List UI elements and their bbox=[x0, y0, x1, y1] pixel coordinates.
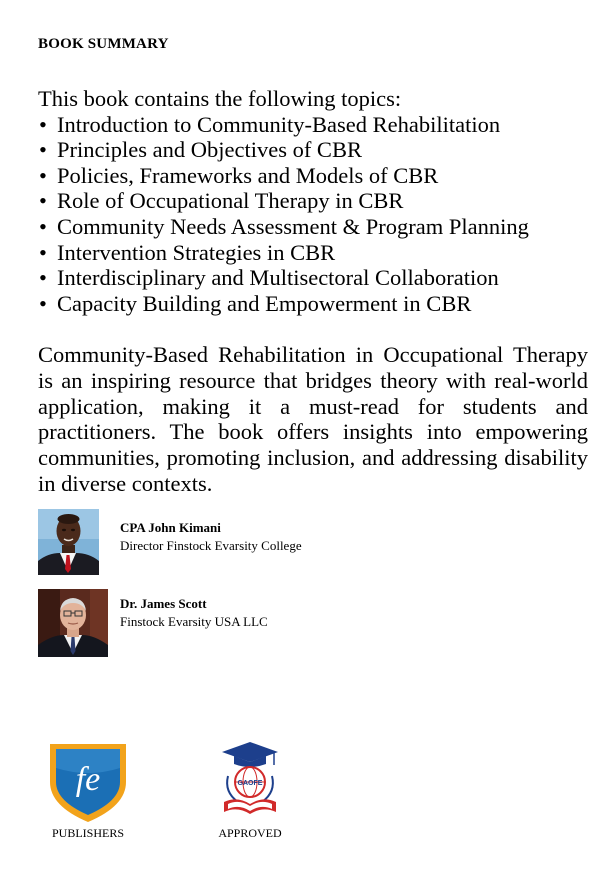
fe-mark: fe bbox=[75, 761, 101, 798]
topic-item: • Principles and Objectives of CBR bbox=[38, 137, 594, 163]
topic-item: • Role of Occupational Therapy in CBR bbox=[38, 188, 594, 214]
endorser-title: Director Finstock Evarsity College bbox=[120, 538, 302, 553]
topic-item: • Intervention Strategies in CBR bbox=[38, 240, 594, 266]
publisher-logo bbox=[38, 738, 138, 842]
approval-mark: GAOFE bbox=[237, 780, 263, 787]
endorser-photo bbox=[38, 509, 99, 575]
endorser-name: Dr. James Scott bbox=[120, 596, 207, 611]
endorser-info bbox=[120, 595, 268, 631]
fe-shield-icon bbox=[38, 738, 138, 824]
topics-block bbox=[38, 86, 594, 316]
topics-intro: This book contains the following topics: bbox=[38, 86, 402, 111]
graduation-cap-emblem-icon bbox=[200, 738, 300, 824]
summary-paragraph: Community-Based Rehabilitation in Occupational Therapy is an inspiring resource that bridges theory with real-world application, making it a must-read for students and practitioners. The book offers insights into empowering communities, promoting inclusion, and addressing disability in diverse contexts. bbox=[38, 342, 588, 496]
approval-logo bbox=[200, 738, 300, 842]
topic-item: • Interdisciplinary and Multisectoral Collaboration bbox=[38, 265, 594, 291]
approval-caption: APPROVED bbox=[218, 826, 282, 840]
topic-item: • Community Needs Assessment & Program Planning bbox=[38, 214, 594, 240]
endorser-info bbox=[120, 519, 302, 555]
topic-item: • Introduction to Community-Based Rehabilitation bbox=[38, 112, 594, 138]
topics-list bbox=[38, 112, 594, 317]
topic-item: • Policies, Frameworks and Models of CBR bbox=[38, 163, 594, 189]
endorser-name: CPA John Kimani bbox=[120, 520, 221, 535]
endorser-title: Finstock Evarsity USA LLC bbox=[120, 614, 268, 629]
publisher-caption: PUBLISHERS bbox=[51, 826, 125, 840]
section-heading: BOOK SUMMARY bbox=[38, 36, 169, 52]
endorser-photo bbox=[38, 589, 108, 657]
topic-item: • Capacity Building and Empowerment in CBR bbox=[38, 291, 594, 317]
